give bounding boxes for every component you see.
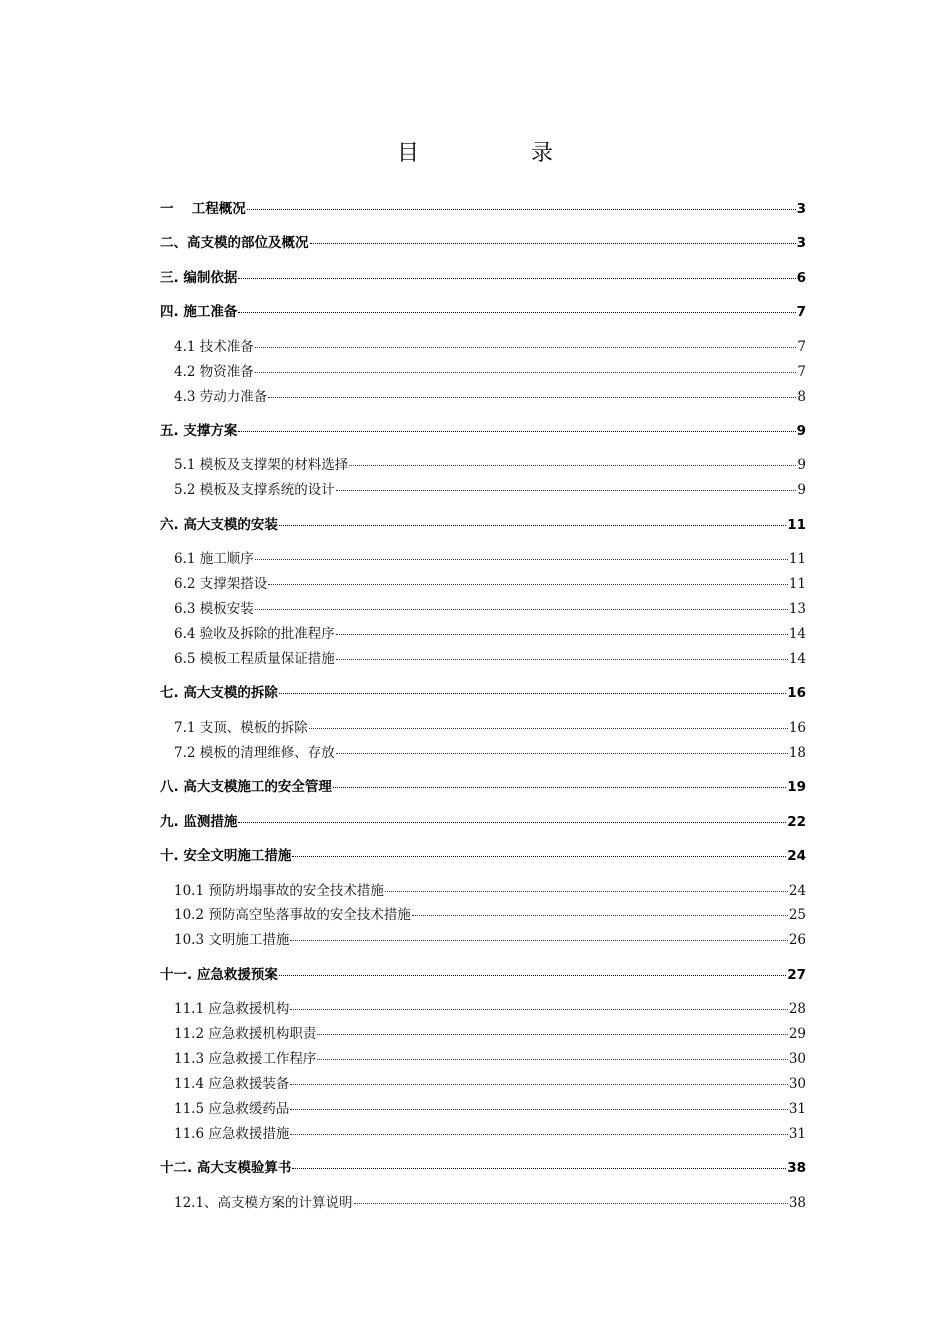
toc-entry-label: 四. 施工准备 (160, 304, 238, 320)
toc-chapter-entry[interactable] (160, 303, 806, 321)
toc-section-entry[interactable] (174, 338, 806, 356)
toc-dot-leader (279, 693, 786, 694)
toc-dot-leader (255, 559, 788, 560)
toc-entry-page-number: 27 (787, 967, 806, 983)
toc-dot-leader (255, 609, 788, 610)
toc-entry-page-number: 7 (797, 364, 806, 380)
toc-entry-page-number: 3 (796, 235, 806, 251)
toc-entry-label: 三. 编制依据 (160, 270, 238, 286)
toc-entry-label: 九. 监测措施 (160, 814, 238, 830)
toc-entry-label: 10.3 文明施工措施 (174, 932, 290, 948)
toc-entry-page-number: 38 (787, 1160, 806, 1176)
toc-section-entry[interactable] (174, 363, 806, 381)
toc-dot-leader (247, 209, 796, 210)
toc-chapter-entry[interactable] (160, 422, 806, 440)
toc-entry-label: 十二. 高大支模验算书 (160, 1160, 292, 1176)
toc-dot-leader (255, 347, 797, 348)
toc-entry-label: 10.2 预防高空坠落事故的安全技术措施 (174, 907, 411, 923)
toc-section-entry[interactable] (174, 1025, 806, 1043)
toc-dot-leader (238, 278, 795, 279)
toc-dot-leader (238, 431, 795, 432)
toc-entry-label: 一 工程概况 (160, 201, 246, 217)
toc-chapter-entry[interactable] (160, 516, 806, 534)
toc-dot-leader (290, 940, 787, 941)
toc-entry-label: 7.2 模板的清理维修、存放 (174, 745, 335, 761)
toc-entry-label: 5.1 模板及支撑架的材料选择 (174, 457, 349, 473)
toc-dot-leader (268, 584, 788, 585)
toc-entry-label: 4.1 技术准备 (174, 339, 254, 355)
toc-entry-page-number: 30 (788, 1051, 806, 1067)
toc-entry-page-number: 9 (796, 423, 806, 439)
toc-section-entry[interactable] (174, 388, 806, 406)
toc-dot-leader (268, 397, 796, 398)
toc-entry-label: 6.1 施工顺序 (174, 551, 254, 567)
toc-entry-label: 6.2 支撑架搭设 (174, 576, 268, 592)
toc-section-entry[interactable] (174, 1050, 806, 1068)
toc-entry-label: 6.3 模板安装 (174, 601, 254, 617)
toc-dot-leader (279, 975, 786, 976)
toc-section-entry[interactable] (174, 931, 806, 949)
toc-entry-page-number: 6 (796, 270, 806, 286)
toc-section-entry[interactable] (174, 744, 806, 762)
toc-entry-page-number: 24 (788, 883, 806, 899)
toc-entry-label: 4.3 劳动力准备 (174, 389, 268, 405)
toc-dot-leader (354, 1203, 788, 1204)
toc-dot-leader (238, 822, 786, 823)
toc-chapter-entry[interactable] (160, 847, 806, 865)
toc-entry-page-number: 16 (788, 720, 806, 736)
page-title-char-1: 目 (396, 141, 419, 166)
toc-dot-leader (292, 856, 786, 857)
toc-entry-page-number: 11 (788, 551, 806, 567)
toc-section-entry[interactable] (174, 882, 806, 900)
toc-entry-page-number: 14 (788, 651, 806, 667)
toc-dot-leader (349, 465, 796, 466)
toc-entry-page-number: 3 (796, 201, 806, 217)
toc-section-entry[interactable] (174, 481, 806, 499)
toc-entry-page-number: 7 (796, 304, 806, 320)
toc-entry-label: 11.3 应急救援工作程序 (174, 1051, 317, 1067)
toc-section-entry[interactable] (174, 1075, 806, 1093)
toc-section-entry[interactable] (174, 456, 806, 474)
toc-dot-leader (290, 1134, 787, 1135)
toc-dot-leader (333, 787, 786, 788)
toc-entry-label: 六. 高大支模的安装 (160, 517, 278, 533)
toc-chapter-entry[interactable] (160, 200, 806, 218)
toc-section-entry[interactable] (174, 575, 806, 593)
toc-chapter-entry[interactable] (160, 778, 806, 796)
toc-dot-leader (336, 753, 788, 754)
toc-entry-label: 十一. 应急救援预案 (160, 967, 278, 983)
toc-entry-page-number: 31 (788, 1126, 806, 1142)
toc-dot-leader (317, 1059, 787, 1060)
toc-chapter-entry[interactable] (160, 684, 806, 702)
toc-dot-leader (279, 525, 786, 526)
toc-entry-label: 11.5 应急救缓药品 (174, 1101, 290, 1117)
toc-dot-leader (317, 1034, 787, 1035)
toc-entry-label: 七. 高大支模的拆除 (160, 685, 278, 701)
toc-entry-page-number: 31 (788, 1101, 806, 1117)
toc-section-entry[interactable] (174, 625, 806, 643)
toc-entry-page-number: 9 (797, 457, 806, 473)
toc-section-entry[interactable] (174, 1100, 806, 1118)
toc-chapter-entry[interactable] (160, 1159, 806, 1177)
toc-entry-page-number: 11 (787, 517, 806, 533)
toc-entry-page-number: 24 (787, 848, 806, 864)
toc-section-entry[interactable] (174, 550, 806, 568)
toc-chapter-entry[interactable] (160, 269, 806, 287)
toc-entry-label: 6.5 模板工程质量保证措施 (174, 651, 335, 667)
toc-section-entry[interactable] (174, 600, 806, 618)
toc-dot-leader (290, 1109, 787, 1110)
toc-dot-leader (385, 891, 788, 892)
toc-entry-label: 五. 支撑方案 (160, 423, 238, 439)
toc-entry-label: 11.2 应急救援机构职责 (174, 1026, 317, 1042)
toc-entry-label: 八. 高大支模施工的安全管理 (160, 779, 332, 795)
toc-entry-page-number: 9 (797, 482, 806, 498)
toc-dot-leader (309, 728, 788, 729)
toc-section-entry[interactable] (174, 1000, 806, 1018)
toc-entry-page-number: 26 (788, 932, 806, 948)
toc-section-entry[interactable] (174, 650, 806, 668)
toc-entry-page-number: 30 (788, 1076, 806, 1092)
toc-dot-leader (412, 915, 788, 916)
toc-entry-page-number: 18 (788, 745, 806, 761)
toc-entry-label: 11.4 应急救援装备 (174, 1076, 290, 1092)
toc-entry-label: 4.2 物资准备 (174, 364, 254, 380)
toc-entry-page-number: 19 (787, 779, 806, 795)
toc-entry-label: 二、高支模的部位及概况 (160, 235, 309, 251)
toc-dot-leader (336, 634, 788, 635)
toc-entry-page-number: 28 (788, 1001, 806, 1017)
toc-section-entry[interactable] (174, 719, 806, 737)
toc-entry-page-number: 14 (788, 626, 806, 642)
toc-entry-label: 7.1 支顶、模板的拆除 (174, 720, 308, 736)
toc-entry-page-number: 7 (797, 339, 806, 355)
toc-dot-leader (255, 372, 797, 373)
toc-entry-label: 10.1 预防坍塌事故的安全技术措施 (174, 883, 384, 899)
toc-dot-leader (310, 243, 796, 244)
toc-dot-leader (336, 659, 788, 660)
toc-entry-page-number: 16 (787, 685, 806, 701)
toc-entry-page-number: 8 (797, 389, 806, 405)
toc-entry-page-number: 29 (788, 1026, 806, 1042)
toc-chapter-entry[interactable] (160, 234, 806, 252)
toc-entry-label: 5.2 模板及支撑系统的设计 (174, 482, 335, 498)
toc-entry-page-number: 11 (788, 576, 806, 592)
toc-dot-leader (290, 1084, 787, 1085)
toc-section-entry[interactable] (174, 906, 806, 924)
toc-entry-label: 11.6 应急救援措施 (174, 1126, 290, 1142)
page-title-char-2: 录 (531, 141, 554, 166)
toc-section-entry[interactable] (174, 1125, 806, 1143)
toc-dot-leader (336, 490, 797, 491)
page-title (0, 136, 950, 167)
toc-chapter-entry[interactable] (160, 813, 806, 831)
toc-section-entry[interactable] (174, 1194, 806, 1212)
toc-entry-page-number: 13 (788, 601, 806, 617)
toc-entry-label: 十. 安全文明施工措施 (160, 848, 292, 864)
toc-dot-leader (238, 312, 795, 313)
toc-entry-page-number: 38 (788, 1195, 806, 1211)
toc-dot-leader (292, 1168, 786, 1169)
toc-entry-label: 11.1 应急救援机构 (174, 1001, 290, 1017)
toc-chapter-entry[interactable] (160, 966, 806, 984)
toc-entry-page-number: 25 (788, 907, 806, 923)
toc-dot-leader (290, 1009, 787, 1010)
toc-entry-label: 12.1、高支模方案的计算说明 (174, 1195, 353, 1211)
toc-entry-label: 6.4 验收及拆除的批准程序 (174, 626, 335, 642)
toc-entry-page-number: 22 (787, 814, 806, 830)
